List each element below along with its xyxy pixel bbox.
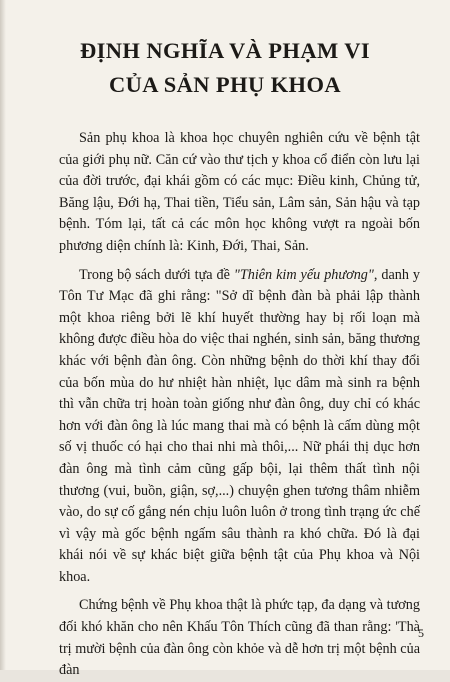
body-text (59, 128, 420, 682)
chapter-title-line-1: ĐỊNH NGHĨA VÀ PHẠM VI (79, 38, 371, 63)
chapter-title-line-2: CỦA SẢN PHỤ KHOA (108, 72, 342, 97)
paragraph-1: Sản phụ khoa là khoa học chuyên nghiên cứu về bệnh tật của giới phụ nữ. Căn cứ vào thư tịch y khoa cổ điển còn lưu lại của đời trước, đại khái gồm có các mục: Điều kinh, Chủng tử, Băng lậu, Đới hạ, Thai tiền, Tiểu sản, Lâm sản, Sản hậu và tạp bệnh. Tóm lại, tất cả các môn học không vượt ra ngoài bốn phương diện chính là: Kinh, Đới, Thai, Sản. (59, 130, 420, 254)
paragraph-3: Chứng bệnh về Phụ khoa thật là phức tạp, đa dạng và tương đối khó khăn cho nên Khấu Tôn Thích cũng đã than rằng: 'Thà trị mười bệnh của đàn ông còn khỏe và dễ hơn trị một bệnh của đàn (59, 597, 420, 679)
paragraph-2 (59, 265, 420, 589)
paragraph-2-lead: Trong bộ sách dưới tựa đề (79, 266, 234, 283)
chapter-title (0, 34, 450, 102)
book-title-quote: "Thiên kim yếu phương" (233, 266, 374, 283)
paragraph-2-rest: , danh y Tôn Tư Mạc đã ghi rằng: "Sở dĩ bệnh đàn bà phải lập thành một khoa riêng bởi lẽ khí huyết thường hay bị rối loạn mà không được điều hòa do việc thai nghén, sinh sản, băng thương khác với bệnh đàn ông. Còn những bệnh do thời khí thay đổi của bốn mùa do hư nhiệt hàn nhiệt, lục dâm mà sinh ra bệnh thì vẫn chữa trị hoàn toàn giống như đàn ông, duy chỉ có khác hơn với đàn ông là lúc mang thai mà có bệnh là cấm dùng một số vị thuốc có hại cho thai nhi mà thôi,... Nữ phái thị dục hơn đàn ông mà tình cảm cũng gấp bội, lại thêm thất tình nội thương (vui, buồn, giận, sợ,...) chuyện ghen tương thâm nhiễm vào, do sự cố gắng nén chịu luôn luôn ở trong tình trạng ức chế vì vậy mà gốc bệnh ngấm sâu thành ra khó chữa. Đó là đại khái nói về sự khác biệt giữa bệnh tật của Phụ khoa và Nội khoa. (59, 266, 420, 585)
page-number: 5 (418, 626, 424, 640)
